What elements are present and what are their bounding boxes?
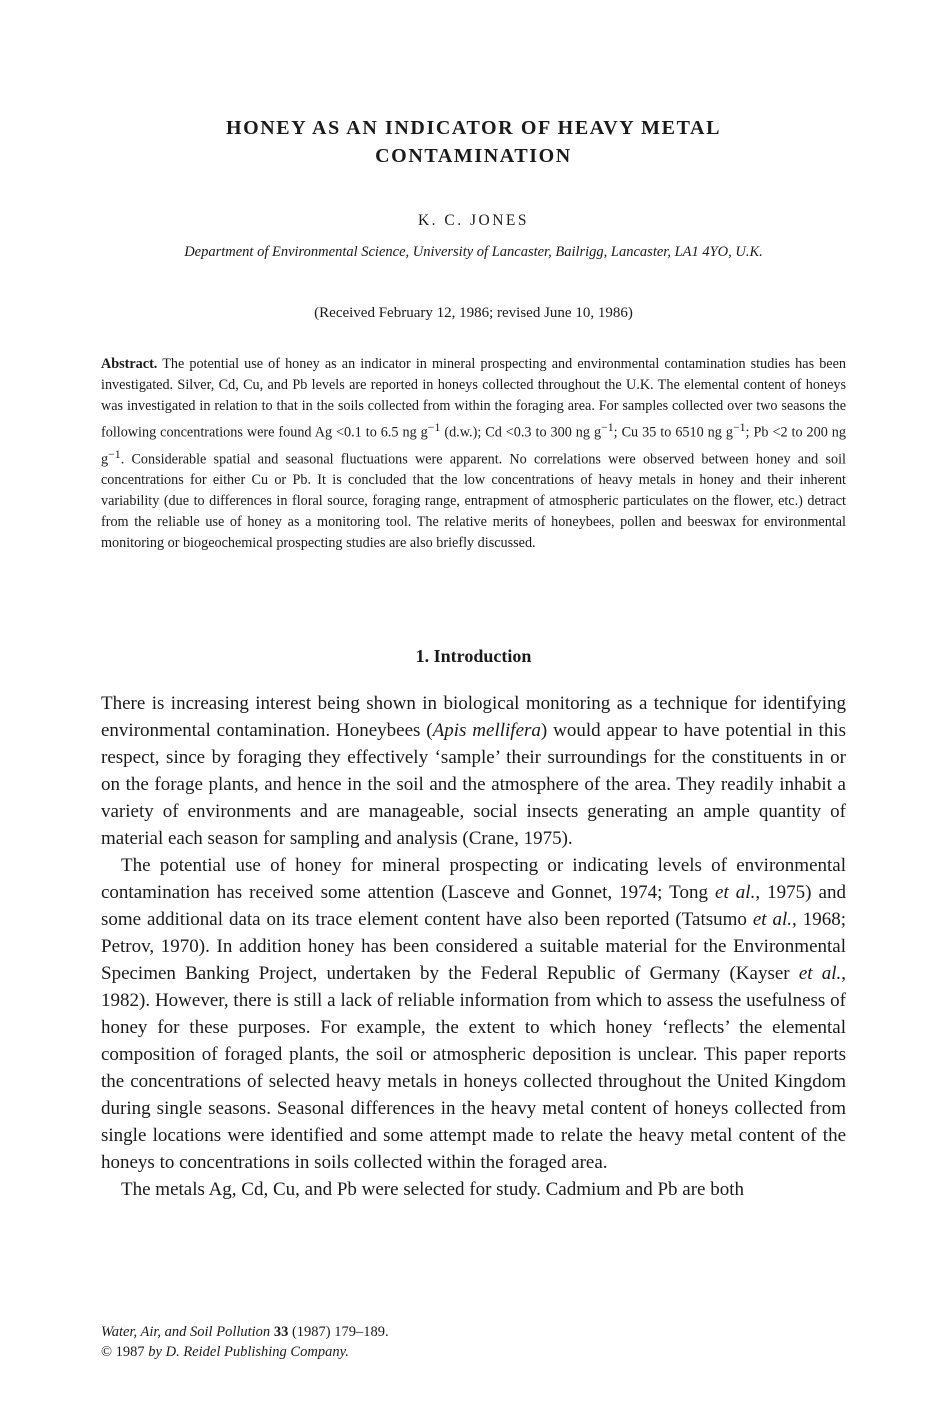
journal-pages: (1987) 179–189. (288, 1324, 389, 1340)
et-al: et al. (752, 909, 793, 930)
et-al: et al. (715, 882, 756, 903)
paragraph-3: The metals Ag, Cd, Cu, and Pb were selected for study. Cadmium and Pb are both (121, 1179, 745, 1200)
copyright-line (101, 1342, 846, 1362)
abstract-label: Abstract. (101, 356, 158, 372)
section-heading-introduction: 1. Introduction (415, 646, 532, 666)
paragraph-1 (101, 690, 846, 852)
paper-title (101, 114, 846, 170)
publisher-name: by D. Reidel Publishing Company. (148, 1344, 349, 1360)
title-line-1: HONEY AS AN INDICATOR OF HEAVY METAL (225, 117, 722, 139)
abstract-superscript: −1 (108, 446, 121, 461)
abstract-text: . Considerable spatial and seasonal fluctuations were apparent. No correlations were observed between honey and soil concentrations for either Cu or Pb. It is concluded that the low concentrations of heavy metals in honey and their inherent variability (due to differences in floral source, foraging range, entrapment of atmospheric particulates on the flower, etc.) detract from the reliable use of honey as a monitoring tool. The relative merits of honeybees, pollen and beeswax for environmental monitoring or biogeochemical prospecting studies are also briefly discussed. (101, 451, 846, 552)
paragraph-text: ) would appear to have potential in this respect, since by foraging they effectively ‘sample’ their surroundings for the constituents in or on the forage plants, and hence in the soil and the atmosphere of the area. They readily inhabit a variety of environments and are manageable, social insects generating an ample quantity of material each season for sampling and analysis (Crane, 1975). (101, 720, 846, 849)
author-name: K. C. JONES (417, 212, 530, 229)
author-affiliation: Department of Environmental Science, University of Lancaster, Bailrigg, Lancaster, LA1 4YO, U.K. (184, 244, 763, 260)
species-name: Apis mellifera (432, 720, 541, 741)
journal-volume: 33 (273, 1324, 289, 1340)
abstract-superscript: −1 (732, 420, 746, 434)
abstract-text: The potential use of honey as an indicator in mineral prospecting and environmental contamination studies has been investigated. Silver, Cd, Cu, and Pb levels are reported in honeys collected throughout the U.K. The elemental content of honeys was investigated in relation to that in the soils collected from within the foraging area. For samples collected over two seasons the following concentrations were found Ag <0.1 to 6.5 ng g (101, 356, 846, 441)
introduction-body (101, 690, 846, 1203)
title-line-2: CONTAMINATION (375, 145, 572, 167)
abstract (101, 354, 846, 554)
journal-citation (101, 1322, 846, 1342)
et-al: et al. (798, 963, 842, 984)
copyright-symbol: © (101, 1344, 113, 1360)
abstract-superscript: −1 (601, 420, 614, 434)
abstract-superscript: −1 (427, 420, 441, 434)
paragraph-text: There is increasing interest being shown in biological monitoring as a technique for identifying environmental contamination. Honeybees ( (101, 693, 846, 741)
abstract-text: ; Pb <2 to 200 ng g (101, 424, 846, 468)
abstract-text: ; Cu 35 to 6510 ng g (613, 424, 733, 441)
copyright-year: 1987 (112, 1344, 149, 1360)
paragraph-text: , 1975) and some additional data on its trace element content have also been reported (Tatsumo (101, 882, 846, 930)
received-dates: (Received February 12, 1986; revised June 10, 1986) (314, 305, 633, 321)
paragraph-text: , 1982). However, there is still a lack of reliable information from which to assess the usefulness of honey for these purposes. For example, the extent to which honey ‘reflects’ the elemental composition of foraged plants, the soil or atmospheric deposition is unclear. This paper reports the concentrations of selected heavy metals in honeys collected throughout the United Kingdom during single seasons. Seasonal differences in the heavy metal content of honeys collected from single locations were identified and some attempt made to relate the heavy metal content of the honeys to concentrations in soils collected within the foraged area. (101, 963, 846, 1173)
page-footer (101, 1322, 846, 1362)
paragraph-text: The potential use of honey for mineral prospecting or indicating levels of environmental contamination has received some attention (Lasceve and Gonnet, 1974; Tong (101, 855, 846, 903)
journal-name: Water, Air, and Soil Pollution (101, 1324, 271, 1340)
abstract-text: (d.w.); Cd <0.3 to 300 ng g (440, 424, 602, 441)
paragraph-text: , 1968; Petrov, 1970). In addition honey has been considered a suitable material for the Environmental Specimen Banking Project, undertaken by the Federal Republic of Germany (Kayser (101, 909, 846, 984)
paragraph-2 (101, 852, 846, 1176)
